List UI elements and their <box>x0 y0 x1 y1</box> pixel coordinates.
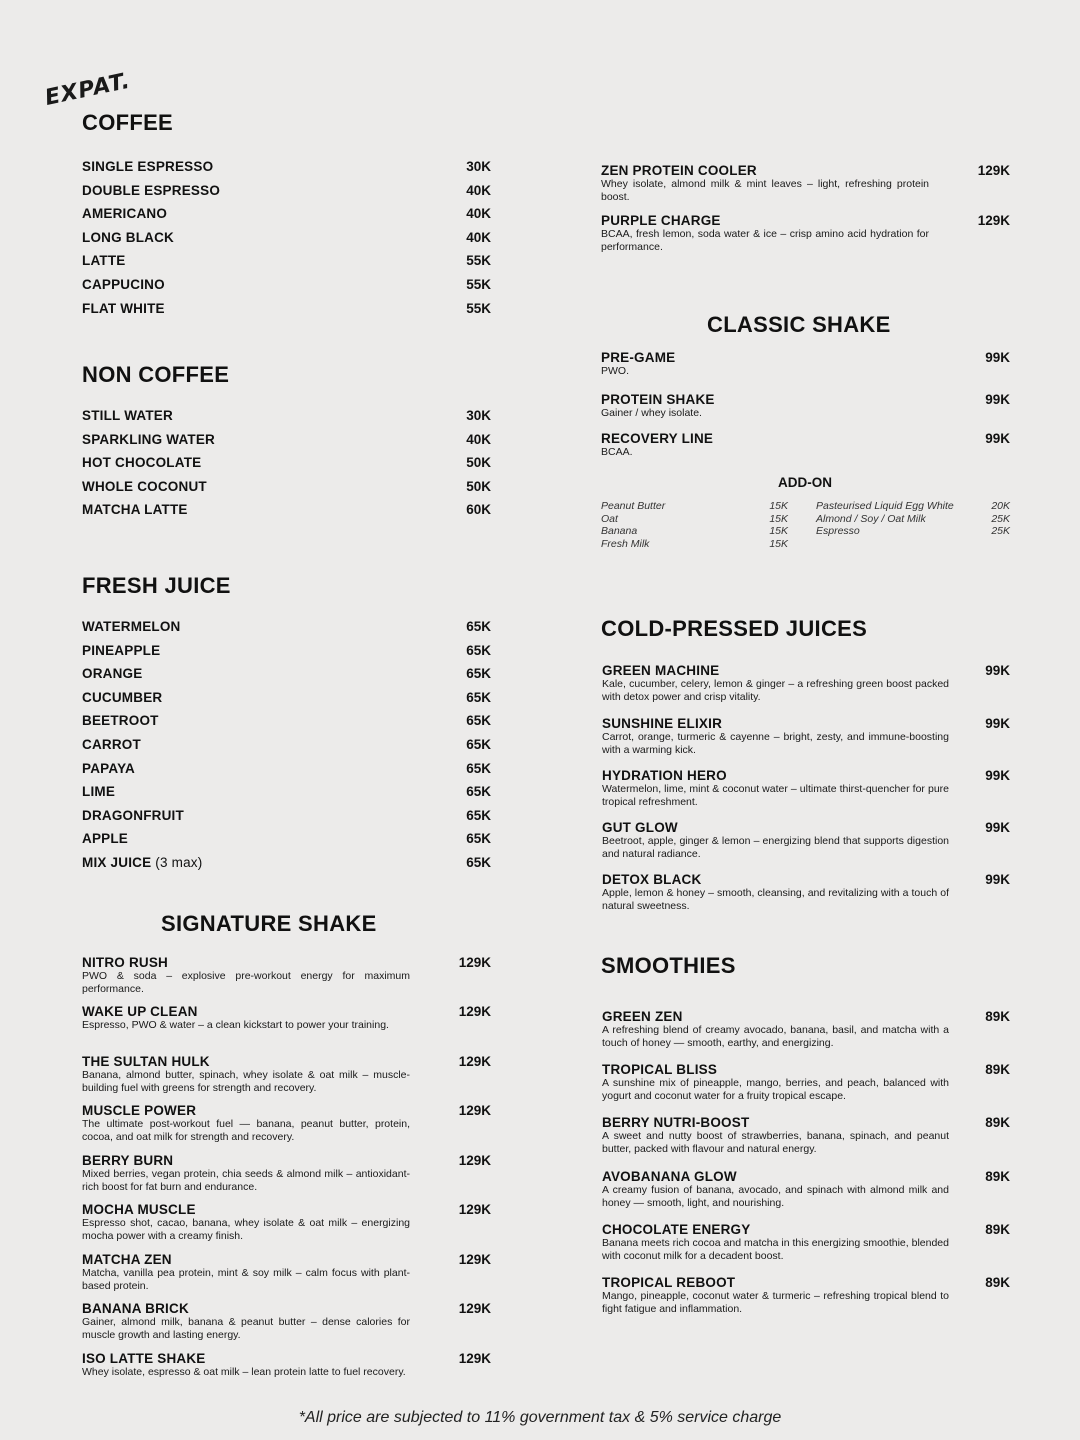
item-name: NITRO RUSH <box>82 955 168 970</box>
item-price: 55K <box>466 276 491 292</box>
signature-shake-title: SIGNATURE SHAKE <box>161 911 377 936</box>
addon-price: 25K <box>991 525 1010 538</box>
menu-item <box>82 1301 491 1341</box>
item-description: A sunshine mix of pineapple, mango, berries, and peach, balanced with yogurt and coconut water for a fruity tropical escape. <box>602 1077 949 1102</box>
menu-item <box>601 392 1010 420</box>
menu-item <box>602 716 1010 756</box>
item-price: 129K <box>977 213 1010 228</box>
coffee-title: COFFEE <box>82 110 174 135</box>
item-price: 129K <box>458 1004 491 1019</box>
menu-item <box>602 1222 1010 1262</box>
item-name: WAKE UP CLEAN <box>82 1004 198 1019</box>
addon-name: Oat <box>601 512 618 525</box>
item-name: AMERICANO <box>82 206 168 222</box>
item-header <box>602 716 1010 731</box>
menu-item <box>82 1004 491 1032</box>
item-price: 60K <box>466 502 491 518</box>
addon-name: Banana <box>601 525 638 538</box>
menu-item <box>82 1351 491 1379</box>
item-description: Carrot, orange, turmeric & cayenne – bright, zesty, and immune-boosting with a warming kick. <box>602 731 949 756</box>
item-name: PAPAYA <box>82 760 135 776</box>
item-name: FLAT WHITE <box>82 300 165 316</box>
menu-item <box>82 455 491 479</box>
item-name: TROPICAL BLISS <box>602 1062 718 1077</box>
item-header <box>82 1252 491 1267</box>
menu-item <box>82 1153 491 1193</box>
item-header <box>602 1275 1010 1290</box>
cold-pressed-title: COLD-PRESSED JUICES <box>601 616 868 641</box>
menu-item <box>602 872 1010 912</box>
addon-price: 15K <box>769 525 788 538</box>
item-name: BEETROOT <box>82 713 159 729</box>
item-header <box>601 163 1010 178</box>
item-price: 65K <box>466 736 491 752</box>
item-price: 89K <box>985 1062 1010 1077</box>
item-name: DRAGONFRUIT <box>82 807 184 823</box>
item-header <box>82 1103 491 1118</box>
item-name: GREEN ZEN <box>602 1009 683 1024</box>
item-description: A sweet and nutty boost of strawberries, banana, spinach, and peanut butter, packed with flavour and natural energy. <box>602 1130 949 1155</box>
item-name: MUSCLE POWER <box>82 1103 197 1118</box>
item-price: 55K <box>466 253 491 269</box>
menu-item <box>602 1062 1010 1102</box>
menu-item <box>82 479 491 503</box>
non-coffee-title: NON COFFEE <box>82 362 230 387</box>
menu-item <box>82 761 491 785</box>
item-description: Espresso shot, cacao, banana, whey isolate & oat milk – energizing mocha power with a creamy finish. <box>82 1217 410 1242</box>
menu-item <box>82 253 491 277</box>
item-price: 129K <box>458 1054 491 1069</box>
item-name: BANANA BRICK <box>82 1301 189 1316</box>
menu-item <box>82 301 491 325</box>
item-price: 65K <box>466 689 491 705</box>
item-description: PWO & soda – explosive pre-workout energy for maximum performance. <box>82 970 410 995</box>
item-price: 99K <box>985 716 1010 731</box>
item-name: CARROT <box>82 736 141 752</box>
item-header <box>601 213 1010 228</box>
item-name: STILL WATER <box>82 408 173 423</box>
item-header <box>601 350 1010 365</box>
addon-item <box>816 513 1010 526</box>
item-price: 65K <box>466 784 491 800</box>
menu-item <box>602 1169 1010 1209</box>
item-header <box>82 1054 491 1069</box>
menu-item <box>82 713 491 737</box>
menu-item <box>601 213 1010 253</box>
item-name: GUT GLOW <box>602 820 678 835</box>
item-price: 40K <box>466 229 491 245</box>
addon-item <box>816 500 1010 513</box>
menu-item <box>82 643 491 667</box>
addon-item <box>601 500 788 513</box>
addon-list-left <box>601 500 788 550</box>
item-name: MATCHA ZEN <box>82 1252 172 1267</box>
addon-title: ADD-ON <box>778 475 832 490</box>
menu-item <box>82 1103 491 1143</box>
item-name: AVOBANANA GLOW <box>602 1169 737 1184</box>
item-name: MIX JUICE (3 max) <box>82 854 203 870</box>
item-header <box>82 1153 491 1168</box>
item-price: 129K <box>458 1351 491 1366</box>
item-price: 65K <box>466 854 491 870</box>
item-name: ZEN PROTEIN COOLER <box>601 163 757 178</box>
item-name: APPLE <box>82 831 129 847</box>
brand-logo: EXPAT. <box>42 68 133 111</box>
item-description: BCAA, fresh lemon, soda water & ice – crisp amino acid hydration for performance. <box>601 228 929 253</box>
menu-item <box>82 230 491 254</box>
item-price: 99K <box>985 768 1010 783</box>
item-price: 89K <box>985 1115 1010 1130</box>
item-name: CHOCOLATE ENERGY <box>602 1222 751 1237</box>
item-name: PURPLE CHARGE <box>601 213 721 228</box>
item-header <box>82 1004 491 1019</box>
item-price: 65K <box>466 831 491 847</box>
addon-price: 15K <box>769 512 788 525</box>
addon-item <box>601 513 788 526</box>
menu-item <box>82 855 491 879</box>
item-price: 40K <box>466 182 491 198</box>
menu-item <box>602 1009 1010 1049</box>
item-price: 65K <box>466 713 491 729</box>
item-header <box>602 1009 1010 1024</box>
item-description: BCAA. <box>601 446 633 458</box>
item-price: 99K <box>985 820 1010 835</box>
menu-item <box>82 183 491 207</box>
item-price: 89K <box>985 1169 1010 1184</box>
item-price: 65K <box>466 666 491 682</box>
item-price: 65K <box>466 619 491 634</box>
item-description: Matcha, vanilla pea protein, mint & soy milk – calm focus with plant-based protein. <box>82 1267 410 1292</box>
item-price: 50K <box>466 455 491 471</box>
menu-item <box>82 1054 491 1094</box>
item-price: 65K <box>466 760 491 776</box>
item-description: Espresso, PWO & water – a clean kickstart to power your training. <box>82 1019 389 1031</box>
menu-item <box>82 737 491 761</box>
addon-name: Peanut Butter <box>601 500 666 512</box>
menu-item <box>82 432 491 456</box>
item-price: 99K <box>985 392 1010 407</box>
item-header <box>601 431 1010 446</box>
item-header <box>82 1301 491 1316</box>
item-description: Gainer, almond milk, banana & peanut butter – dense calories for muscle growth and lasting energy. <box>82 1316 410 1341</box>
menu-item <box>602 663 1010 703</box>
item-price: 89K <box>985 1009 1010 1024</box>
item-description: Mango, pineapple, coconut water & turmeric – refreshing tropical blend to fight fatigue and inflammation. <box>602 1290 949 1315</box>
item-name: LIME <box>82 784 116 800</box>
item-description: Mixed berries, vegan protein, chia seeds & almond milk – antioxidant-rich boost for fat burn and endurance. <box>82 1168 410 1193</box>
item-name: HOT CHOCOLATE <box>82 455 202 471</box>
item-name: MOCHA MUSCLE <box>82 1202 196 1217</box>
item-price: 129K <box>458 1252 491 1267</box>
item-description: Whey isolate, espresso & oat milk – lean protein latte to fuel recovery. <box>82 1366 406 1378</box>
addon-price: 20K <box>991 500 1010 512</box>
menu-item <box>82 502 491 526</box>
menu-item <box>601 163 1010 203</box>
item-price: 89K <box>985 1222 1010 1237</box>
item-name: PINEAPPLE <box>82 642 161 658</box>
item-name: PRE-GAME <box>601 350 676 365</box>
item-header <box>82 955 491 970</box>
item-name: HYDRATION HERO <box>602 768 727 783</box>
menu-item <box>601 431 1010 459</box>
menu-item <box>82 784 491 808</box>
non-coffee-list <box>82 408 491 526</box>
footer-note: *All price are subjected to 11% government tax & 5% service charge <box>298 1409 782 1426</box>
item-name: CAPPUCINO <box>82 276 165 292</box>
menu-item <box>82 690 491 714</box>
addon-price: 15K <box>769 537 788 550</box>
menu-item <box>82 159 491 183</box>
addon-name: Pasteurised Liquid Egg White <box>816 500 954 512</box>
item-price: 99K <box>985 872 1010 887</box>
item-description: A refreshing blend of creamy avocado, banana, basil, and matcha with a touch of honey — smooth, earthy, and energizing. <box>602 1024 949 1049</box>
item-name: LATTE <box>82 253 126 269</box>
menu-item <box>602 820 1010 860</box>
addon-name: Almond / Soy / Oat Milk <box>816 512 926 525</box>
item-price: 55K <box>466 300 491 316</box>
item-name: SINGLE ESPRESSO <box>82 159 214 174</box>
item-name: GREEN MACHINE <box>602 663 720 678</box>
item-price: 99K <box>985 431 1010 446</box>
menu-item <box>82 1252 491 1292</box>
item-description: Beetroot, apple, ginger & lemon – energizing blend that supports digestion and natural radiance. <box>602 835 949 860</box>
item-header <box>602 1115 1010 1130</box>
menu-item <box>82 619 491 643</box>
item-price: 65K <box>466 642 491 658</box>
addon-price: 25K <box>991 512 1010 525</box>
item-name: DETOX BLACK <box>602 872 702 887</box>
fresh-juice-list <box>82 619 491 879</box>
item-name: WATERMELON <box>82 619 181 634</box>
item-header <box>602 1169 1010 1184</box>
classic-shake-title: CLASSIC SHAKE <box>707 312 891 337</box>
coffee-list <box>82 159 491 324</box>
addon-item <box>601 525 788 538</box>
menu-item <box>82 666 491 690</box>
item-note: (3 max) <box>155 854 203 870</box>
item-header <box>601 392 1010 407</box>
item-price: 129K <box>458 1153 491 1168</box>
item-description: A creamy fusion of banana, avocado, and spinach with almond milk and honey — smooth, light, and nourishing. <box>602 1184 949 1209</box>
menu-item <box>82 206 491 230</box>
item-name: LONG BLACK <box>82 229 174 245</box>
item-price: 129K <box>458 1103 491 1118</box>
item-price: 40K <box>466 431 491 447</box>
menu-item <box>82 277 491 301</box>
item-name: RECOVERY LINE <box>601 431 714 446</box>
addon-item <box>816 525 1010 538</box>
menu-item <box>82 955 491 995</box>
item-name: SUNSHINE ELIXIR <box>602 716 723 731</box>
item-name: BERRY NUTRI-BOOST <box>602 1115 750 1130</box>
item-description: The ultimate post-workout fuel — banana, peanut butter, protein, cocoa, and oat milk for strength and recovery. <box>82 1118 410 1143</box>
item-name: ISO LATTE SHAKE <box>82 1351 206 1366</box>
item-header <box>82 1351 491 1366</box>
item-description: PWO. <box>601 365 629 377</box>
fresh-juice-title: FRESH JUICE <box>82 573 231 598</box>
item-description: Apple, lemon & honey – smooth, cleansing, and revitalizing with a touch of natural sweetness. <box>602 887 949 912</box>
addon-price: 15K <box>769 500 788 512</box>
item-name: MATCHA LATTE <box>82 502 188 518</box>
item-price: 99K <box>985 350 1010 365</box>
item-name: DOUBLE ESPRESSO <box>82 182 221 198</box>
item-price: 129K <box>977 163 1010 178</box>
item-name: THE SULTAN HULK <box>82 1054 210 1069</box>
item-price: 65K <box>466 807 491 823</box>
item-price: 30K <box>466 159 491 174</box>
item-price: 89K <box>985 1275 1010 1290</box>
menu-item <box>82 408 491 432</box>
item-header <box>602 820 1010 835</box>
item-description: Watermelon, lime, mint & coconut water – ultimate thirst-quencher for pure tropical refreshment. <box>602 783 949 808</box>
menu-item <box>602 768 1010 808</box>
addon-name: Fresh Milk <box>601 537 650 550</box>
item-name: TROPICAL REBOOT <box>602 1275 736 1290</box>
item-name: SPARKLING WATER <box>82 431 215 447</box>
item-price: 40K <box>466 206 491 222</box>
item-header <box>82 1202 491 1217</box>
addon-item <box>601 538 788 551</box>
item-name: WHOLE COCONUT <box>82 478 207 494</box>
item-name: CUCUMBER <box>82 689 163 705</box>
item-price: 129K <box>458 1202 491 1217</box>
menu-item <box>82 1202 491 1242</box>
item-price: 129K <box>458 1301 491 1316</box>
menu-item <box>82 808 491 832</box>
item-price: 99K <box>985 663 1010 678</box>
item-description: Banana meets rich cocoa and matcha in this energizing smoothie, blended with coconut milk for a decadent boost. <box>602 1237 949 1262</box>
menu-item <box>601 350 1010 378</box>
item-header <box>602 663 1010 678</box>
smoothies-title: SMOOTHIES <box>601 953 736 978</box>
item-description: Banana, almond butter, spinach, whey isolate & oat milk – muscle-building fuel with greens for strength and recovery. <box>82 1069 410 1094</box>
item-header <box>602 1222 1010 1237</box>
menu-item <box>602 1115 1010 1155</box>
item-description: Kale, cucumber, celery, lemon & ginger – a refreshing green boost packed with detox power and crisp vitality. <box>602 678 949 703</box>
item-price: 129K <box>458 955 491 970</box>
item-name: BERRY BURN <box>82 1153 174 1168</box>
item-header <box>602 768 1010 783</box>
item-description: Gainer / whey isolate. <box>601 407 702 419</box>
item-description: Whey isolate, almond milk & mint leaves – light, refreshing protein boost. <box>601 178 929 203</box>
addon-name: Espresso <box>816 525 860 538</box>
item-header <box>602 1062 1010 1077</box>
item-price: 50K <box>466 478 491 494</box>
item-header <box>602 872 1010 887</box>
item-name: PROTEIN SHAKE <box>601 392 715 407</box>
item-name: ORANGE <box>82 666 143 682</box>
menu-item <box>602 1275 1010 1315</box>
item-price: 30K <box>466 408 491 423</box>
addon-list-right <box>816 500 1010 538</box>
menu-item <box>82 831 491 855</box>
